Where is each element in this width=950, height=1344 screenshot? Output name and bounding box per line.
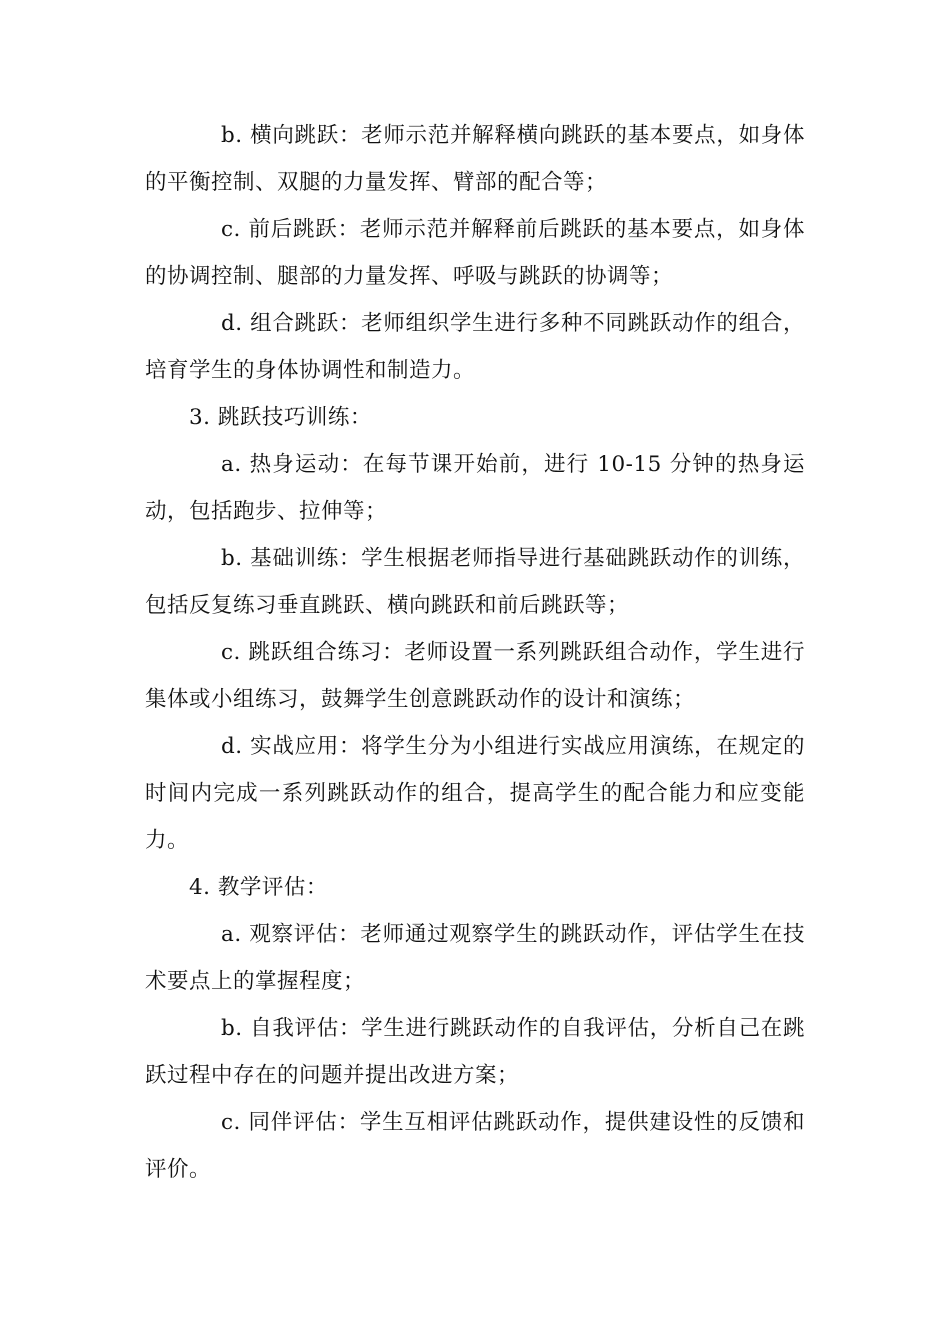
paragraph-d-practical-application: d. 实战应用：将学生分为小组进行实战应用演练，在规定的时间内完成一系列跳跃动作的组合，提高学生的配合能力和应变能力。 xyxy=(145,734,805,853)
paragraph-a-warm-up: a. 热身运动：在每节课开始前，进行 10-15 分钟的热身运动，包括跑步、拉伸等； xyxy=(145,452,805,524)
paragraph-c-combination-practice: c. 跳跃组合练习：老师设置一系列跳跃组合动作，学生进行集体或小组练习，鼓舞学生创意跳跃动作的设计和演练； xyxy=(145,640,805,712)
paragraph-c-forward-backward-jump: c. 前后跳跃：老师示范并解释前后跳跃的基本要点，如身体的协调控制、腿部的力量发挥、呼吸与跳跃的协调等； xyxy=(145,217,805,289)
paragraph-b-lateral-jump: b. 横向跳跃：老师示范并解释横向跳跃的基本要点，如身体的平衡控制、双腿的力量发挥、臂部的配合等； xyxy=(145,123,805,195)
paragraph-b-self-assessment: b. 自我评估：学生进行跳跃动作的自我评估，分析自己在跳跃过程中存在的问题并提出改进方案； xyxy=(145,1016,805,1088)
section-heading-3: 3. 跳跃技巧训练： xyxy=(189,405,372,430)
paragraph-d-combination-jump: d. 组合跳跃：老师组织学生进行多种不同跳跃动作的组合，培育学生的身体协调性和制造力。 xyxy=(145,311,805,383)
document-body xyxy=(145,112,805,1193)
paragraph-b-basic-training: b. 基础训练：学生根据老师指导进行基础跳跃动作的训练，包括反复练习垂直跳跃、横向跳跃和前后跳跃等； xyxy=(145,546,805,618)
section-heading-4: 4. 教学评估： xyxy=(189,875,328,900)
paragraph-c-peer-assessment: c. 同伴评估：学生互相评估跳跃动作，提供建设性的反馈和评价。 xyxy=(145,1110,805,1182)
paragraph-a-observation-assessment: a. 观察评估：老师通过观察学生的跳跃动作，评估学生在技术要点上的掌握程度； xyxy=(145,922,805,994)
